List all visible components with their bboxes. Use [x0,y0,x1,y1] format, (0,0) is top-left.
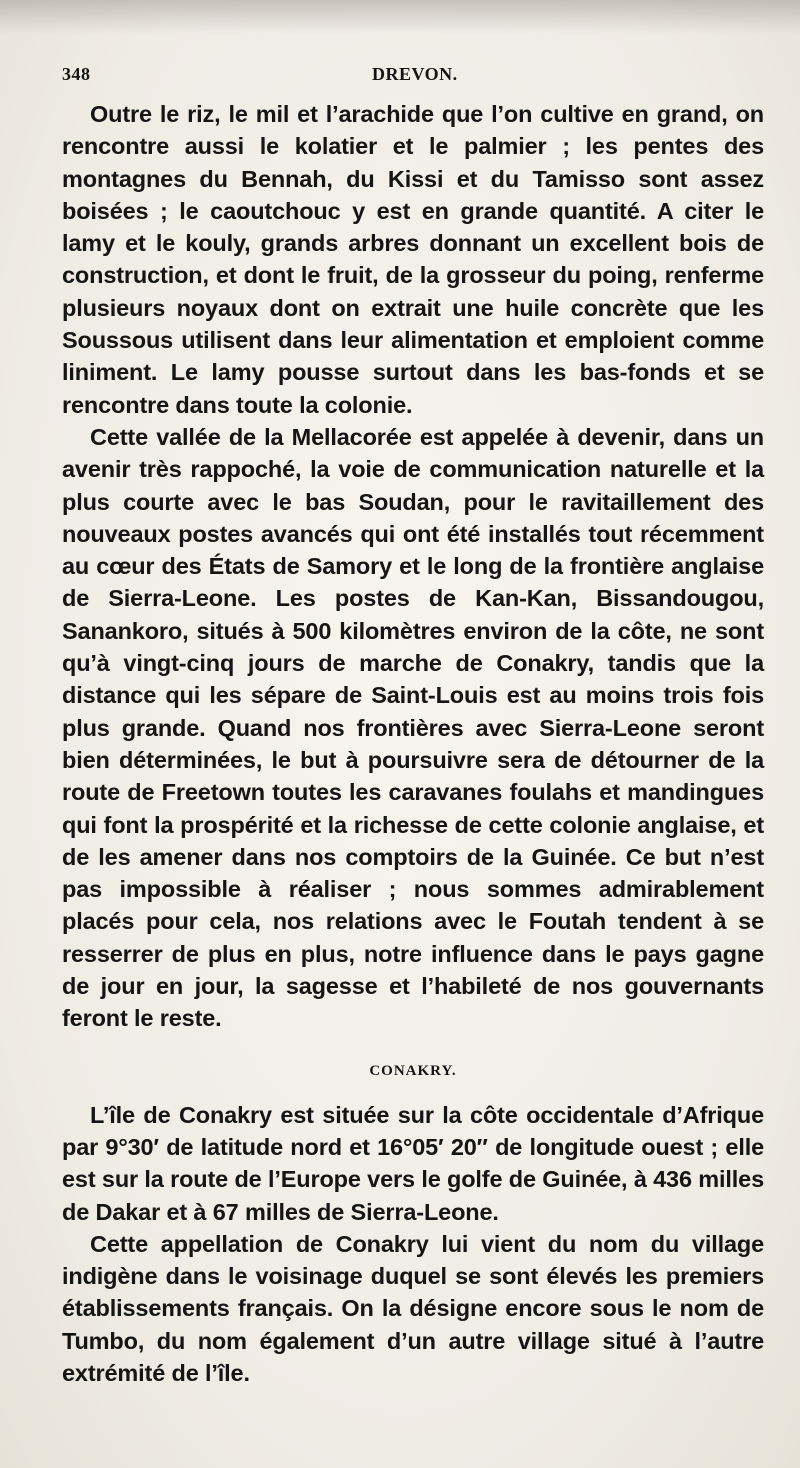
running-title: DREVON. [372,64,458,84]
paragraph-conakry-name: Cette appellation de Conakry lui vient du nom du village indigène dans le voisinage duquel se sont élevés les premiers établissements français. On la désigne encore sous le nom de Tumbo, du nom également d’un autre village situé à l’autre extrémité de l’île. [62,1230,764,1386]
section-heading-conakry: CONAKRY. [369,1062,457,1079]
paragraph-vegetation: Outre le riz, le mil et l’arachide que l’on cultive en grand, on rencontre aussi le kolatier et le palmier ; les pentes des montagnes du Bennah, du Kissi et du Tamisso sont assez boisées ; le caoutchouc y est en grande quantité. A citer le lamy et le kouly, grands arbres donnant un excellent bois de construction, et dont le fruit, de la grosseur du poing, renferme plusieurs noyaux dont on extrait une huile concrète que les Soussous utilisent dans leur alimentation et emploient comme liniment. Le lamy pousse surtout dans les bas-fonds et se rencontre dans toute la colonie. [62,101,764,418]
paragraph-mellacoree: Cette vallée de la Mellacorée est appelée à devenir, dans un avenir très rappoché, la voie de communication naturelle et la plus courte avec le bas Soudan, pour le ravitaillement des nouveaux postes avancés qui ont été installés tout récemment au cœur des États de Samory et le long de la frontière anglaise de Sierra-Leone. Les postes de Kan-Kan, Bissandougou, Sanankoro, situés à 500 kilomètres environ de la côte, ne sont qu’à vingt-cinq jours de marche de Conakry, tandis que la distance qui les sépare de Saint-Louis est au moins trois fois plus grande. Quand nos frontières avec Sierra-Leone seront bien déterminées, le but à poursuivre sera de détourner de la route de Freetown toutes les caravanes foulahs et mandingues qui font la prospérité et la richesse de cette colonie anglaise, et de les amener dans nos comptoirs de la Guinée. Ce but n’est pas impossible à réaliser ; nous sommes admirablement placés pour cela, nos relations avec le Foutah tendent à se resserrer de plus en plus, notre influence dans le pays gagne de jour en jour, la sagesse et l’habileté de nos gouvernants feront le reste. [62,423,764,1032]
page-number: 348 [62,64,91,84]
running-head [62,64,762,90]
paragraph-conakry-location: L’île de Conakry est située sur la côte occidentale d’Afrique par 9°30′ de latitude nord et 16°05′ 20″ de longitude ouest ; elle est sur la route de l’Europe vers le golfe de Guinée, à 436 milles de Dakar et à 67 milles de Sierra-Leone. [62,1101,764,1225]
page-edge-shadow [0,0,800,34]
body-text [62,98,764,1389]
